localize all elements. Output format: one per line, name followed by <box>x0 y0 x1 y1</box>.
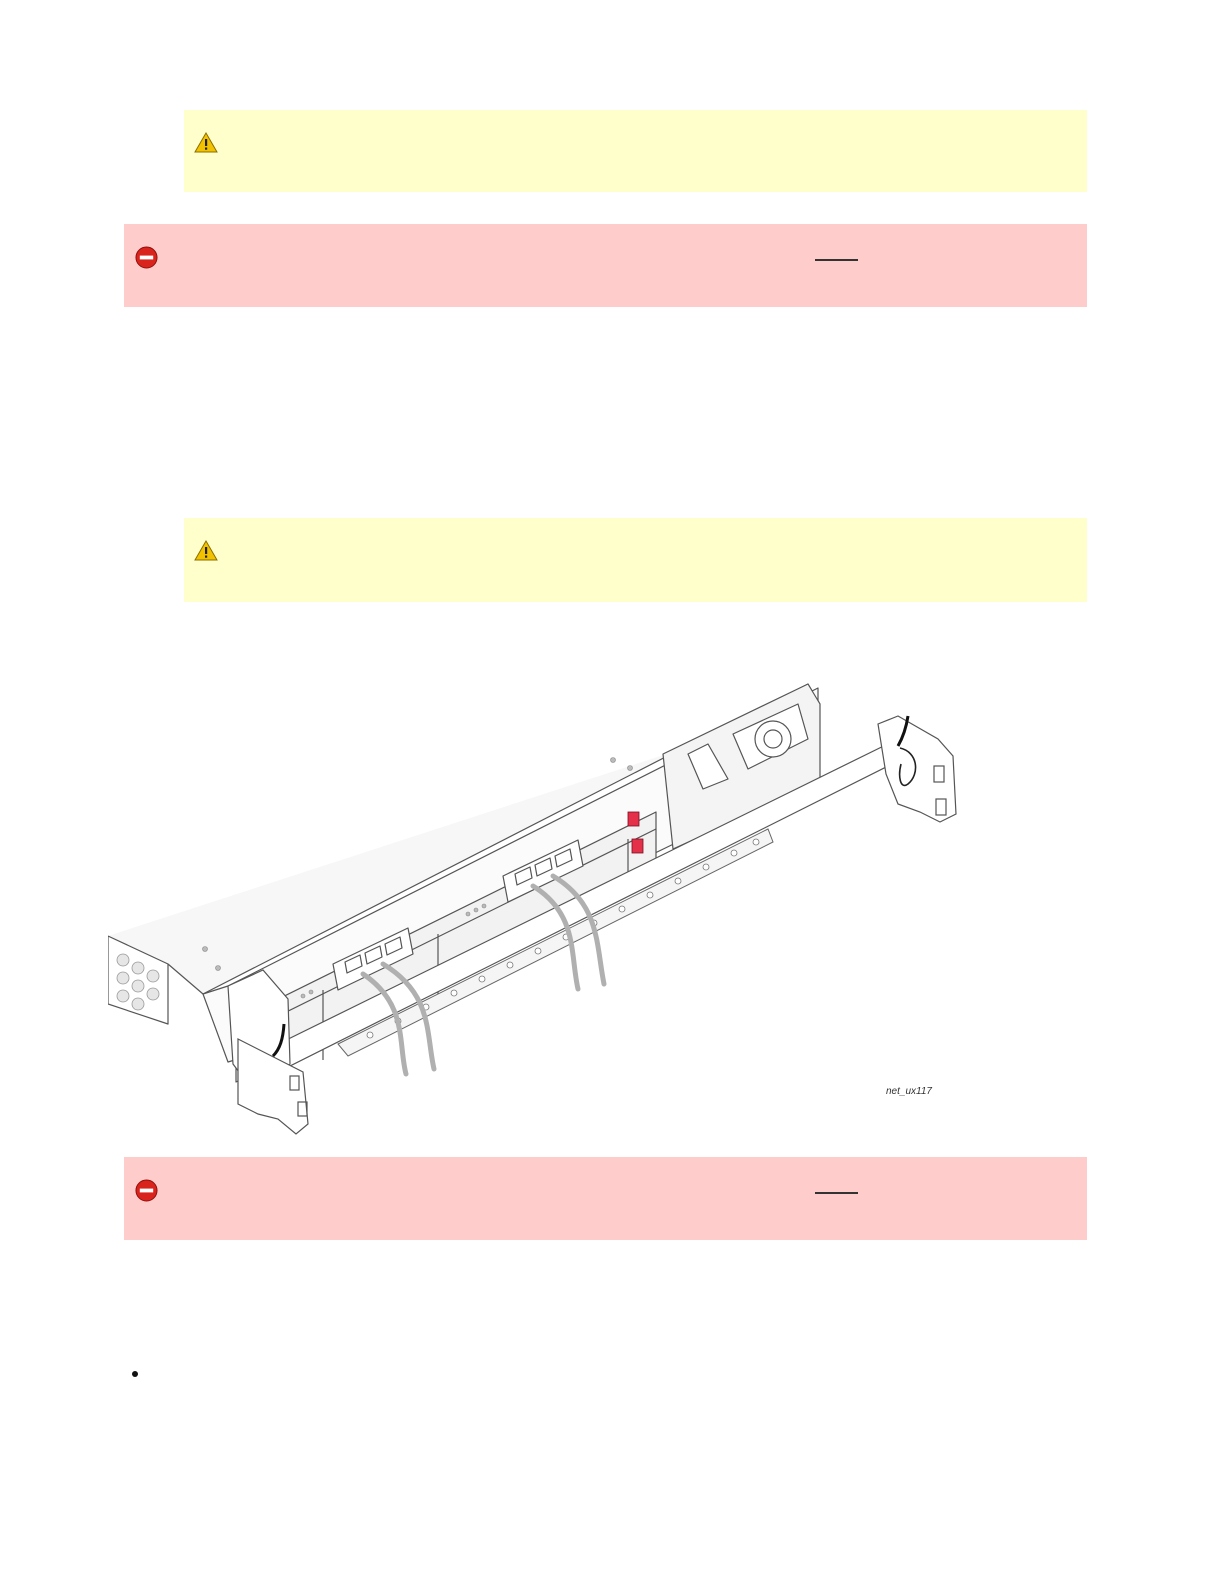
warning-triangle-icon <box>194 539 218 563</box>
warning-triangle-icon <box>194 131 218 155</box>
stop-circle-icon <box>135 246 158 269</box>
figure-caption: net_ux117 <box>886 1086 932 1097</box>
right-rack-bracket <box>878 716 956 822</box>
stop-circle-icon <box>135 1179 158 1202</box>
warning-note <box>184 110 1087 192</box>
warning-note <box>184 518 1087 602</box>
caution-note-link[interactable] <box>815 1192 858 1194</box>
caution-note-link[interactable] <box>815 259 858 261</box>
bullet-list <box>130 1364 830 1386</box>
list-item <box>130 1364 830 1386</box>
caution-note <box>124 1157 1087 1240</box>
bullet-icon <box>132 1371 138 1377</box>
caution-note <box>124 224 1087 307</box>
cable-management-figure <box>108 664 968 1144</box>
